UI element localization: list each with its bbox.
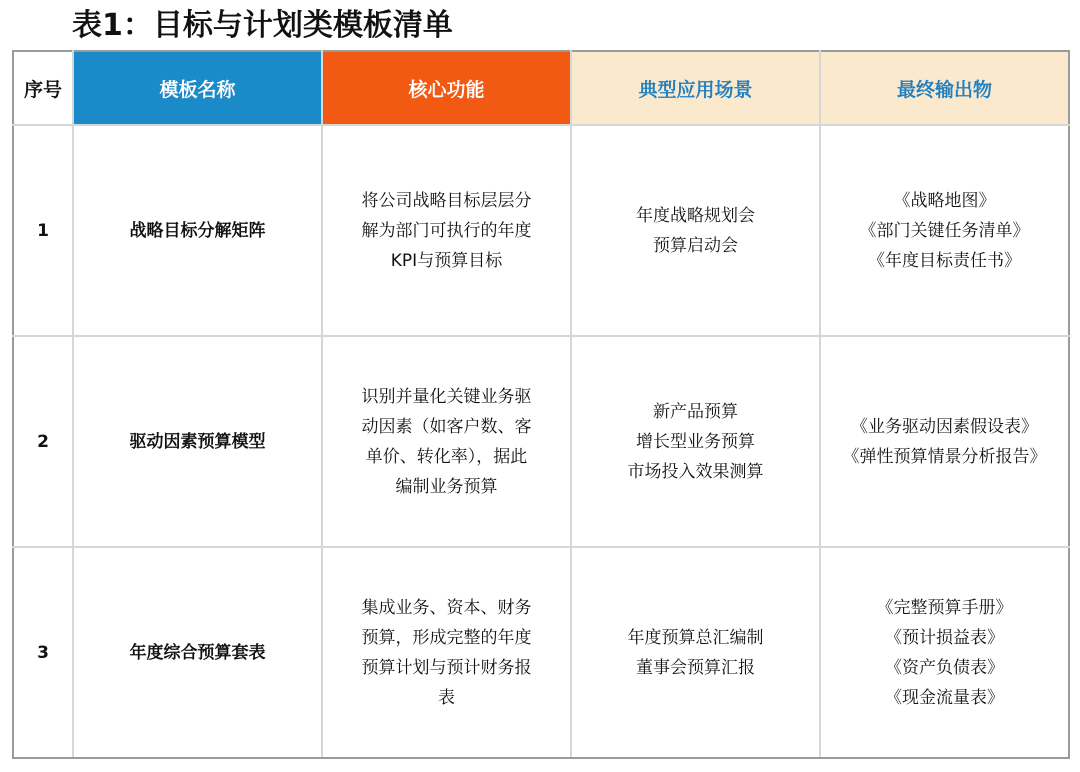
output-cell <box>820 125 1069 336</box>
output-cell <box>820 547 1069 758</box>
core-function-line: 单价、转化率），据此 <box>365 446 528 467</box>
core-function-line: 集成业务、资本、财务 <box>361 597 532 618</box>
core-function-line: 预算，形成完整的年度 <box>361 627 532 648</box>
row-index: 2 <box>13 336 73 547</box>
core-function <box>322 125 571 336</box>
scenario-item: 新产品预算 <box>653 401 738 422</box>
page-title: 表1：目标与计划类模板清单 <box>72 8 453 43</box>
scenario-item: 年度战略规划会 <box>636 205 755 226</box>
output-item: 《业务驱动因素假设表》 <box>851 416 1038 437</box>
header-output: 最终输出物 <box>820 51 1069 125</box>
header-template-name: 模板名称 <box>73 51 322 125</box>
output-item: 《资产负债表》 <box>885 657 1004 678</box>
core-function-line: 动因素（如客户数、客 <box>361 416 532 437</box>
table-row <box>13 125 1069 336</box>
output-item: 《部门关键任务清单》 <box>859 220 1030 241</box>
template-list-table <box>12 50 1070 759</box>
core-function-line: KPI与预算目标 <box>390 250 503 271</box>
output-item: 《现金流量表》 <box>885 687 1004 708</box>
table-row <box>13 547 1069 758</box>
row-index: 3 <box>13 547 73 758</box>
core-function <box>322 547 571 758</box>
scenario-cell <box>571 125 820 336</box>
header-scenario: 典型应用场景 <box>571 51 820 125</box>
scenario-item: 预算启动会 <box>653 235 738 256</box>
scenario-cell <box>571 336 820 547</box>
scenario-item: 市场投入效果测算 <box>627 461 764 482</box>
output-item: 《弹性预算情景分析报告》 <box>842 446 1047 467</box>
row-index: 1 <box>13 125 73 336</box>
output-cell <box>820 336 1069 547</box>
template-name: 战略目标分解矩阵 <box>73 125 322 336</box>
output-item: 《预计损益表》 <box>885 627 1004 648</box>
core-function-line: 表 <box>438 687 455 708</box>
output-item: 《战略地图》 <box>893 190 996 211</box>
scenario-item: 年度预算总汇编制 <box>627 627 764 648</box>
template-name: 驱动因素预算模型 <box>73 336 322 547</box>
core-function <box>322 336 571 547</box>
core-function-line: 解为部门可执行的年度 <box>361 220 532 241</box>
core-function-line: 将公司战略目标层层分 <box>361 190 532 211</box>
header-index: 序号 <box>13 51 73 125</box>
scenario-item: 增长型业务预算 <box>636 431 755 452</box>
template-name: 年度综合预算套表 <box>73 547 322 758</box>
scenario-cell <box>571 547 820 758</box>
core-function-line: 识别并量化关键业务驱 <box>361 386 532 407</box>
header-core-function: 核心功能 <box>322 51 571 125</box>
core-function-line: 编制业务预算 <box>395 476 498 497</box>
table-row <box>13 336 1069 547</box>
output-item: 《完整预算手册》 <box>876 597 1013 618</box>
scenario-item: 董事会预算汇报 <box>636 657 755 678</box>
output-item: 《年度目标责任书》 <box>868 250 1021 271</box>
table-header-row <box>13 51 1069 125</box>
core-function-line: 预算计划与预计财务报 <box>361 657 532 678</box>
